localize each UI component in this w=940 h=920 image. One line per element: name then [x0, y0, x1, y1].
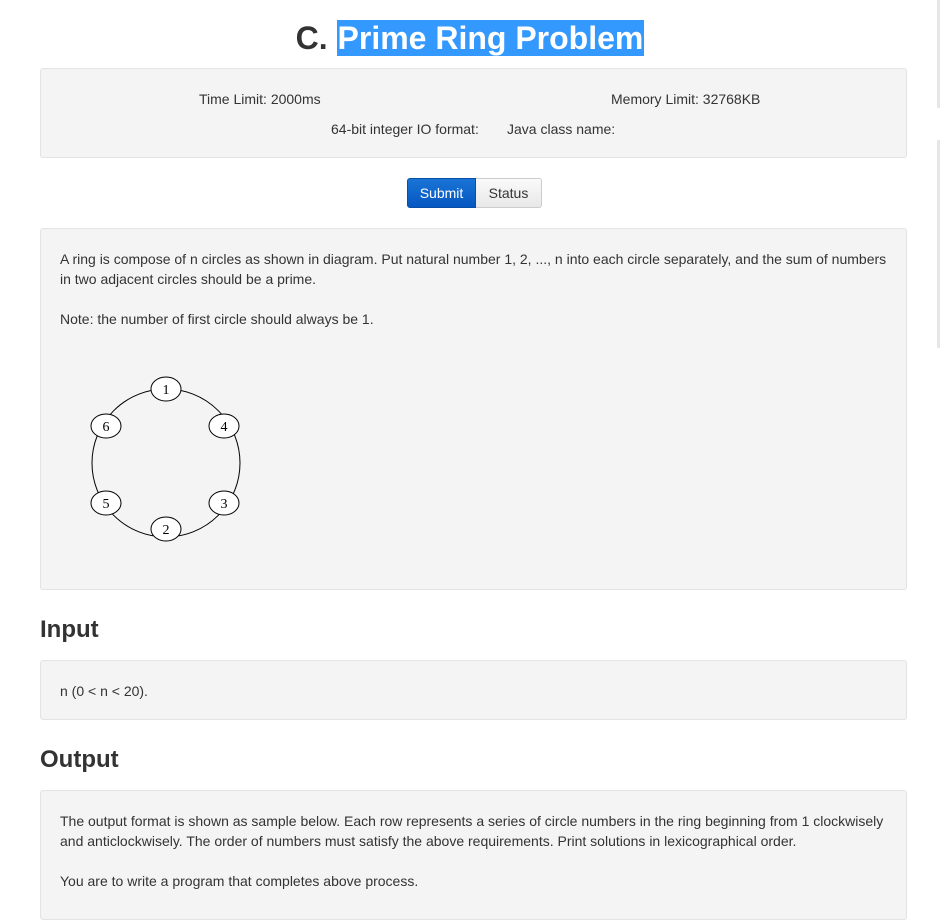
- problem-index: C.: [295, 20, 328, 56]
- ring-node: [209, 491, 239, 515]
- output-panel: [40, 790, 907, 920]
- ring-node: [151, 377, 181, 401]
- submit-button[interactable]: Submit: [407, 178, 476, 208]
- action-button-group: [407, 178, 542, 208]
- input-heading: Input: [40, 616, 99, 643]
- svg-text:4: 4: [220, 420, 228, 435]
- problem-title-selected: Prime Ring Problem: [337, 20, 644, 56]
- output-paragraph-2: You are to write a program that completes above process.: [60, 873, 419, 889]
- description-panel: [40, 228, 907, 590]
- memory-limit: Memory Limit: 32768KB: [611, 91, 761, 107]
- time-limit: Time Limit: 2000ms: [199, 91, 321, 107]
- input-panel: [40, 660, 907, 720]
- svg-text:2: 2: [162, 523, 170, 538]
- description-note: Note: the number of first circle should always be 1.: [60, 311, 374, 327]
- svg-text:1: 1: [162, 383, 170, 398]
- io-format: 64-bit integer IO format:: [331, 121, 479, 137]
- svg-text:3: 3: [220, 497, 228, 512]
- ring-node: [91, 414, 121, 438]
- output-heading: Output: [40, 746, 119, 773]
- svg-text:5: 5: [102, 497, 110, 512]
- ring-node: [209, 414, 239, 438]
- java-class-name: Java class name:: [507, 121, 616, 137]
- svg-text:6: 6: [102, 420, 110, 435]
- prime-ring-diagram: [85, 369, 245, 549]
- limits-panel: [40, 68, 907, 158]
- status-button[interactable]: Status: [476, 178, 542, 208]
- input-text: n (0 < n < 20).: [60, 683, 148, 699]
- ring-node: [91, 491, 121, 515]
- description-paragraph: A ring is compose of n circles as shown in diagram. Put natural number 1, 2, ..., n into each circle separately, and the sum of numbers in two adjacent circles should be a prime.: [60, 251, 887, 287]
- output-paragraph: The output format is shown as sample below. Each row represents a series of circle numbers in the ring beginning from 1 clockwisely and anticlockwisely. The order of numbers must satisfy the above requirements. Print solutions in lexicographical order.: [60, 813, 884, 849]
- ring-node: [151, 517, 181, 541]
- page-title: [0, 18, 940, 58]
